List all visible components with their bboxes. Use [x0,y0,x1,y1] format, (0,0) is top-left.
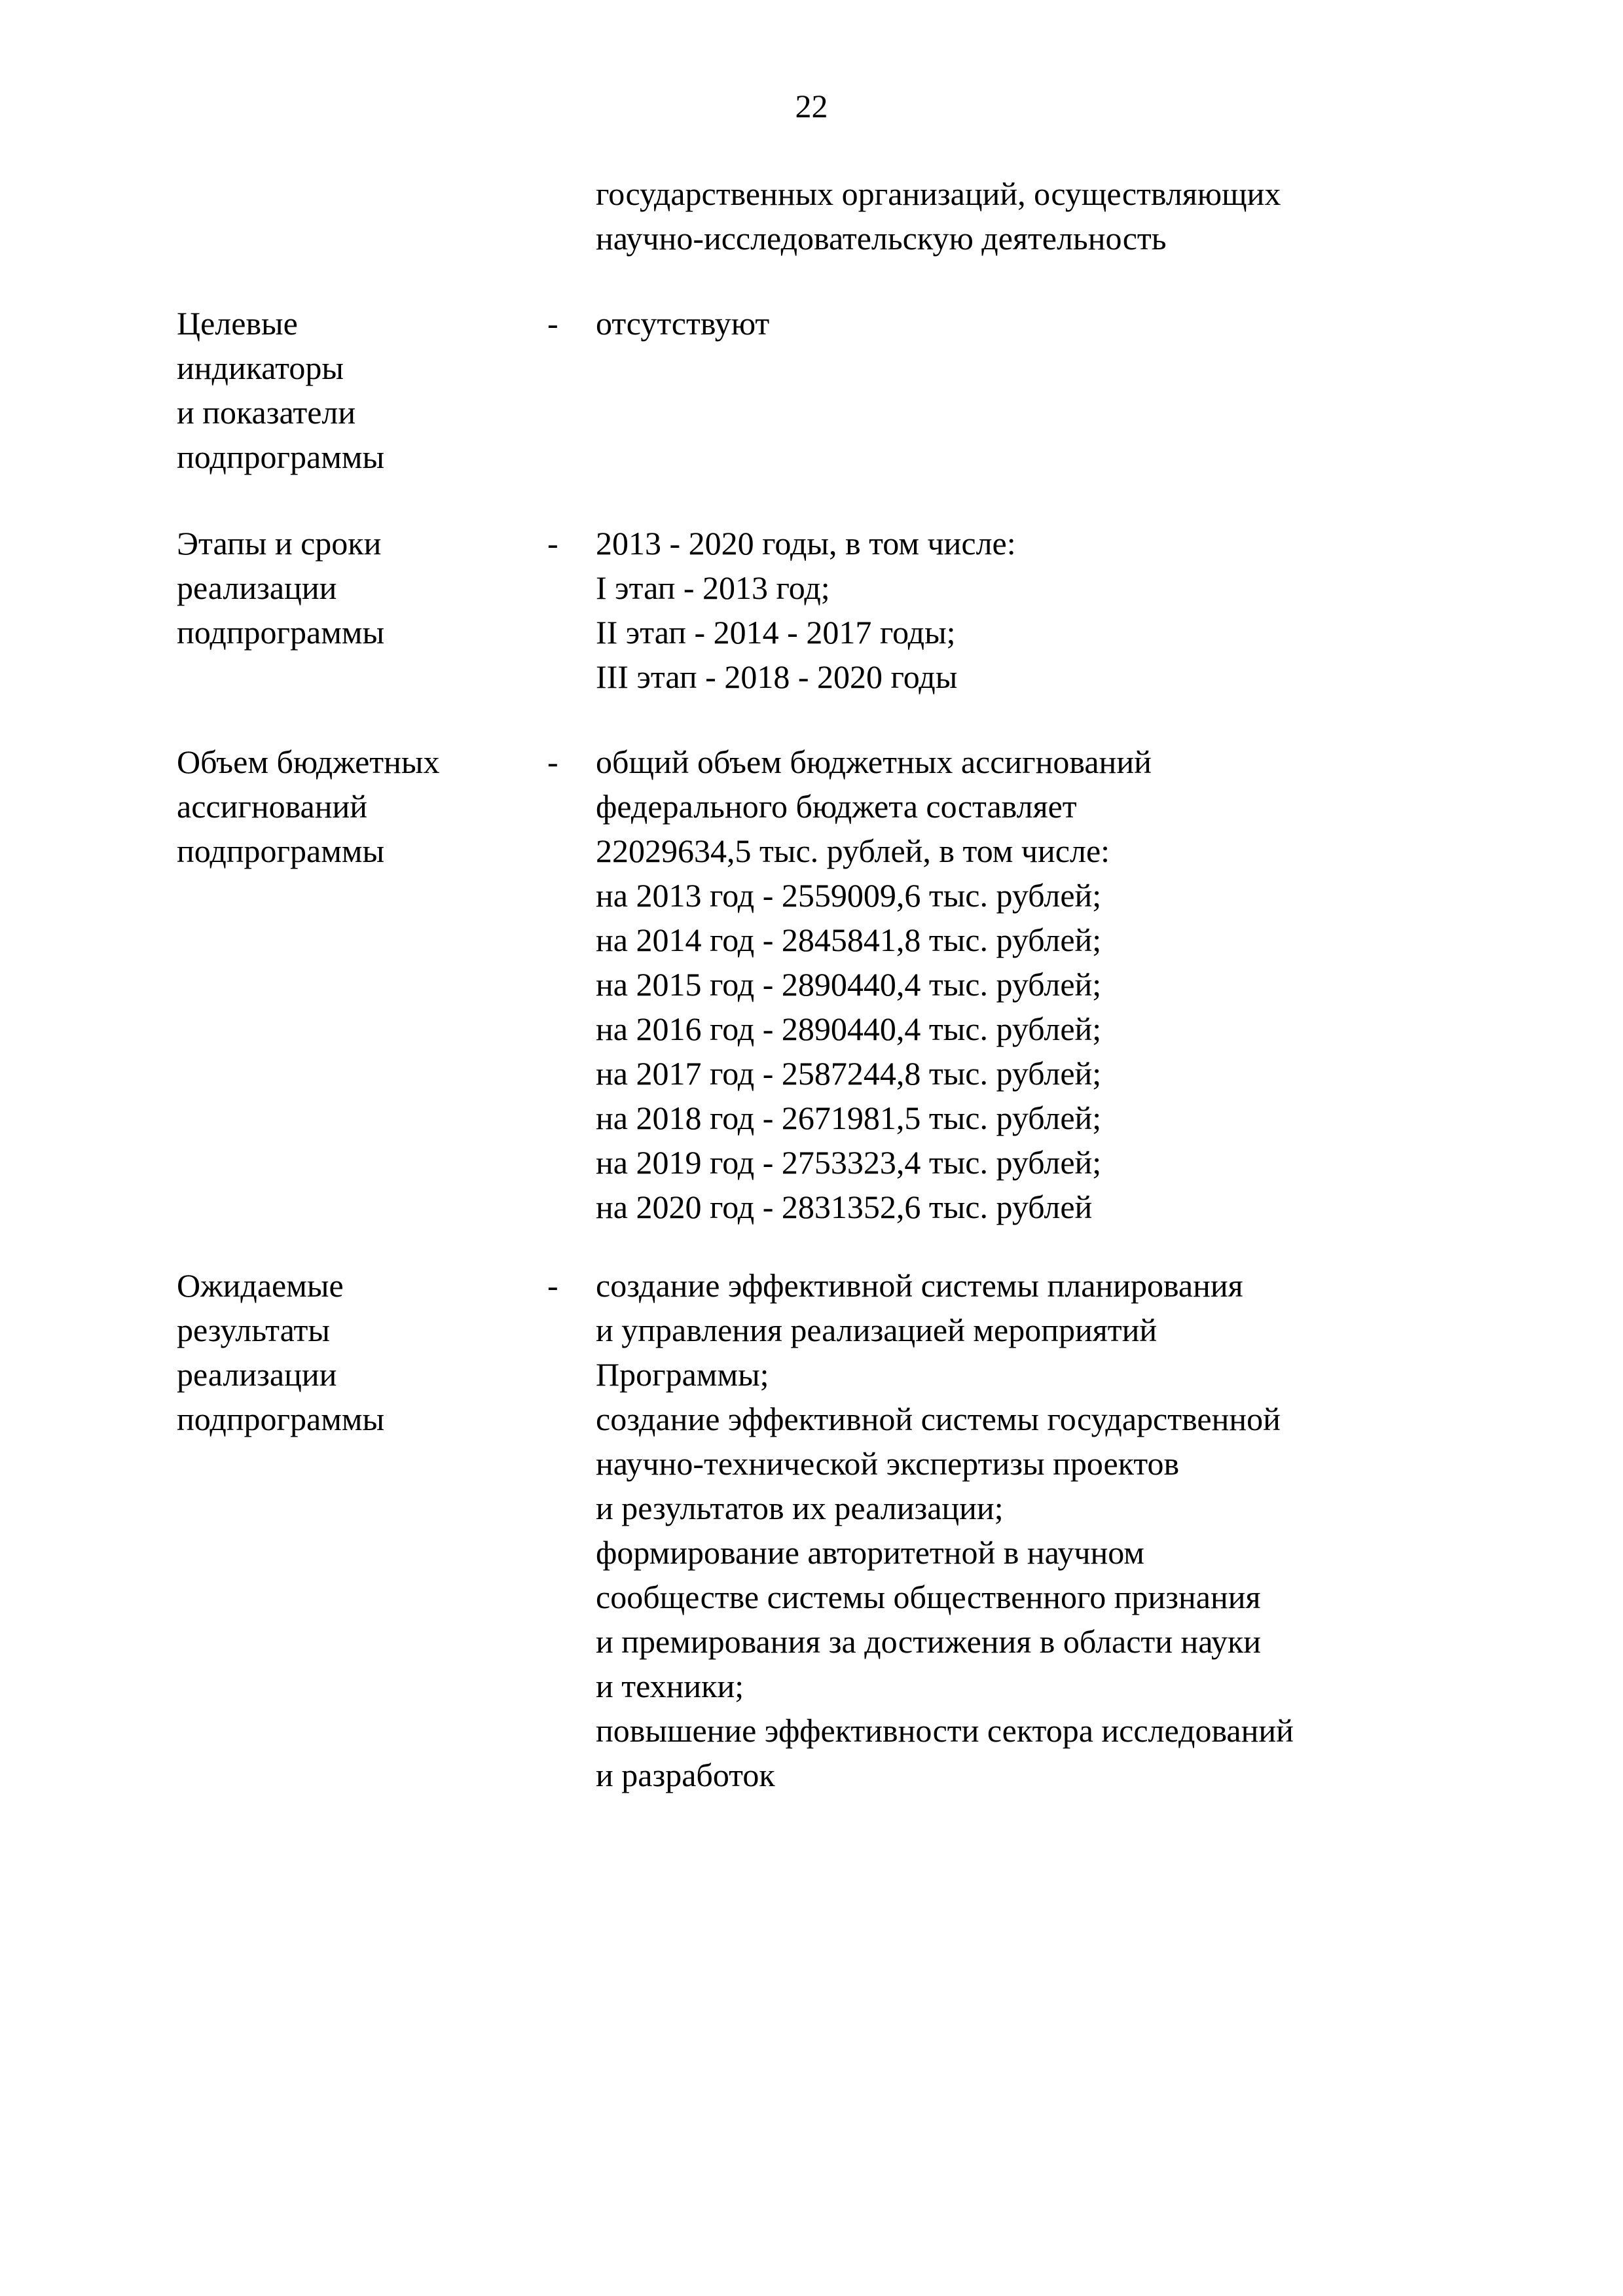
section-label: Этапы и сроки реализации подпрограммы [177,525,385,651]
section-label: Объем бюджетных ассигнований подпрограммы [177,744,440,869]
continuation-line: государственных организаций, осуществляющих [596,175,1281,212]
section-value: создание эффективной системы планирования и управления реализацией мероприятий Программы; создание эффективной системы государственной научно-технической экспертизы проектов и результатов их реализации; формирование авторитетной в научном сообществе системы общественного признания и премирования за достижения в области науки и техники; повышение эффективности сектора исследований и разработок [596,1267,1294,1793]
continuation-text [596,171,1281,260]
section-value: 2013 - 2020 годы, в том числе: I этап - 2013 год; II этап - 2014 - 2017 годы; III этап - 2018 - 2020 годы [596,525,1016,695]
continuation-line: научно-исследовательскую деятельность [596,220,1167,257]
section-value: общий объем бюджетных ассигнований федерального бюджета составляет 22029634,5 тыс. рублей, в том числе: на 2013 год - 2559009,6 тыс. рублей; на 2014 год - 2845841,8 тыс. рублей; на 2015 год - 2890440,4 тыс. рублей; на 2016 год - 2890440,4 тыс. рублей; на 2017 год - 2587244,8 тыс. рублей; на 2018 год - 2671981,5 тыс. рублей; на 2019 год - 2753323,4 тыс. рублей; на 2020 год - 2831352,6 тыс. рублей [596,744,1152,1225]
page-number: 22 [795,88,828,124]
section-value: отсутствуют [596,305,770,342]
section-label: Ожидаемые результаты реализации подпрограммы [177,1267,385,1437]
section-dash: - [547,1267,558,1304]
section-label: Целевые индикаторы и показатели подпрограммы [177,305,385,475]
section-dash: - [547,305,558,342]
section-dash: - [547,744,558,780]
section-dash: - [547,525,558,562]
